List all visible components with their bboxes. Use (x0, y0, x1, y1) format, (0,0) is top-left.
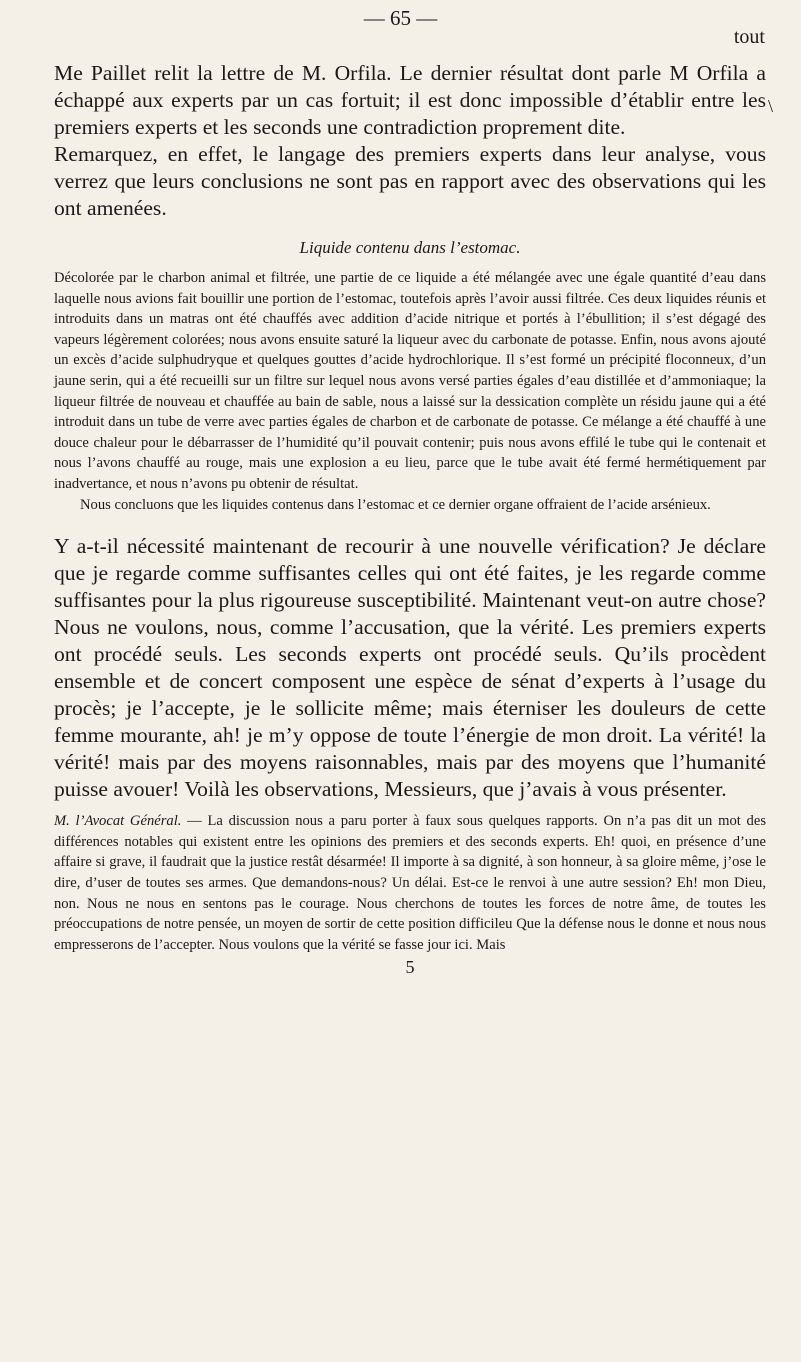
speaker-text: — La discussion nous a paru porter à faux sous quelques rapports. On n’a pas dit un mot des différences notables qui existent entre les opinions des premiers et des seconds experts. Eh! quoi, en présence d’une affaire si grave, il faudrait que la justice restât désarmée! Il importe à sa dignité, à son honneur, à sa gloire même, j’ose le dire, d’user de toutes ses armes. Que demandons-nous? Un délai. Est-ce le renvoi à une autre session? Eh! mon Dieu, non. Nous ne nous en sentons pas le courage. Nous cherchons de toutes les forces de notre âme, de toutes les préoccupations de notre pensée, un moyen de sortir de cette position difficileu Que la défense nous le donne et nous nous empresserons de l’accepter. Nous voulons que la vérité se fasse jour ici. Mais (54, 813, 767, 953)
report-paragraph: Décolorée par le charbon animal et filtrée, une partie de ce liquide a été mélangée avec une égale quantité d’eau dans laquelle nous avions fait bouillir une portion de l’estomac, toutefois après l’avoir aussi filtrée. Ces deux liquides réunis et introduits dans un matras ont été chauffés avec addition d’acide nitrique et portés à l’ébullition; il s’est dégagé des vapeurs légèrement colorées; nous avons ensuite saturé la liqueur avec du carbonate de potasse. Enfin, nous avons ajouté un excès d’acide sulphudryque et quelques gouttes d’acide hydrochlorique. Il s’est formé un précipité floconneux, d’un jaune serin, qui a été recueilli sur un filtre sur lequel nous avons versé parties égales d’eau distillée et d’ammoniaque; la liqueur filtrée de nouveau et chauffée au bain de sable, nous a laissé sur la dessication complète un résidu jaune qui a été introduit dans un tube de verre avec parties égales de charbon et de carbonate de potasse. Ce mélange a été chauffé à une douce chaleur pour le débarrasser de l’humidité qu’il pouvait contenir; puis nous avons effilé le tube qui le contenait et nous l’avons chauffé au rouge, mais une explosion a eu lieu, parce que le tube avait été fermé hermétiquement par inadvertance, et nous n’avons pu obtenir de résultat. (54, 270, 766, 492)
report-block (54, 268, 766, 515)
avocat-general-paragraph (54, 811, 766, 955)
section-title: Liquide contenu dans l’estomac. (299, 238, 521, 257)
page-number: — 65 — (363, 6, 438, 30)
signature-mark: 5 (405, 957, 415, 978)
margin-mark: \ (767, 96, 773, 116)
avocat-general-block (54, 811, 766, 955)
report-conclusion: Nous concluons que les liquides contenus dans l’estomac et ce dernier organe offraient de l’acide arsénieux. (80, 496, 711, 513)
paragraph-verification: Y a-t-il nécessité maintenant de recourir à une nouvelle vérification? Je déclare que je regarde comme suffisantes celles qui ont été faites, je les regarde comme suffisantes pour la plus rigoureuse susceptibilité. Maintenant veut-on autre chose? Nous ne voulons, nous, comme l’accusation, que la vérité. Les premiers experts ont procédé seuls. Les seconds experts ont procédé seuls. Qu’ils procèdent ensemble et de concert composent une espèce de sénat d’experts à l’usage du procès; je l’accepte, je le sollicite même; mais éterniser les douleurs de cette femme mourante, ah! je m’y oppose de toute l’énergie de mon droit. La vérité! la vérité! mais par des moyens raisonnables, mais par des moyens que l’humanité puisse avouer! Voilà les observations, Messieurs, que j’avais à vous présenter. (54, 534, 766, 802)
catchword: tout (733, 26, 765, 48)
paragraph-paillet: Me Paillet relit la lettre de M. Orfila. Le dernier résultat dont parle M Orfila a échappé aux experts par un cas fortuit; il est donc impossible d’établir entre les premiers experts et les seconds une contradiction proprement dite. (54, 61, 766, 139)
text-body (54, 60, 766, 978)
speaker-name: M. l’Avocat Général. (54, 813, 182, 830)
argument-block (54, 533, 766, 803)
paragraph-remarquez: Remarquez, en effet, le langage des premiers experts dans leur analyse, vous verrez que leurs conclusions ne sont pas en rapport avec des observations qui les ont amenées. (54, 142, 766, 220)
intro-block (54, 60, 766, 222)
